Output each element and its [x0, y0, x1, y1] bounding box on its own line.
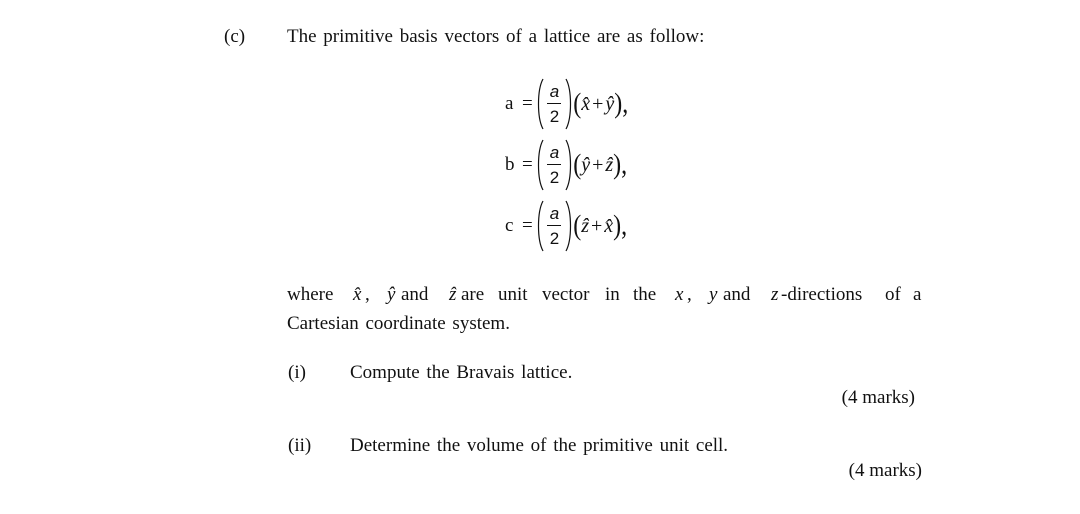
comma: , [687, 284, 692, 305]
fraction [547, 144, 562, 186]
and-word: and [401, 284, 429, 305]
open-paren: ( [573, 209, 582, 241]
fraction-group [536, 78, 573, 130]
unit-vector-1: ŷ [581, 153, 591, 176]
close-paren-comma: ), [613, 209, 628, 241]
unit-vector-1: ẑ [581, 214, 589, 237]
and-word: and [723, 284, 751, 305]
left-paren-icon [536, 200, 544, 252]
unit-vector-2: ŷ [605, 92, 615, 115]
subpart-text: Compute the Bravais lattice. [350, 362, 573, 383]
plus-sign: + [590, 214, 603, 237]
where-word: where [287, 284, 334, 305]
open-paren: ( [573, 87, 582, 119]
unit-word: unit [498, 284, 528, 305]
equation-lhs: b [505, 154, 515, 175]
equals-sign: = [522, 215, 533, 236]
close-paren-comma: ), [614, 87, 629, 119]
subpart-text: Determine the volume of the primitive unit cell. [350, 435, 729, 456]
vector-sum [573, 209, 628, 241]
comma: , [365, 284, 370, 305]
fraction-group [536, 200, 573, 252]
subpart-label: (ii) [288, 435, 312, 456]
equation-lhs: c [505, 215, 514, 236]
unit-vector-2: x̂ [604, 214, 614, 237]
fraction-numerator: a [549, 204, 560, 223]
right-paren-icon [565, 78, 573, 130]
fraction-denominator: 2 [549, 229, 560, 248]
z-hat: ẑ [449, 284, 457, 305]
vector-word: vector [542, 284, 590, 305]
z-symbol: z [771, 284, 779, 305]
plus-sign: + [592, 92, 604, 115]
fraction-denominator: 2 [549, 107, 560, 126]
fraction-numerator: a [549, 82, 560, 101]
x-symbol: x [675, 284, 684, 305]
a-word: a [913, 284, 922, 305]
left-paren-icon [536, 78, 544, 130]
open-paren: ( [573, 148, 582, 180]
of-word: of [885, 284, 901, 305]
equation-a [505, 76, 628, 132]
unit-vector-1: x̂ [581, 92, 591, 115]
are-word: are [461, 284, 485, 305]
directions-word: -directions [781, 284, 863, 305]
right-paren-icon [565, 139, 573, 191]
equation-lhs: a [505, 93, 514, 114]
in-word: in [605, 284, 620, 305]
equation-b [505, 137, 627, 193]
y-hat: ŷ [387, 284, 396, 305]
fraction [547, 83, 562, 125]
left-paren-icon [536, 139, 544, 191]
vector-sum [573, 87, 629, 119]
unit-vector-2: ẑ [605, 153, 614, 176]
marks-label: (4 marks) [848, 460, 922, 481]
marks-label: (4 marks) [841, 387, 915, 408]
subpart-label: (i) [288, 362, 306, 383]
the-word: the [633, 284, 657, 305]
equals-sign: = [522, 154, 533, 175]
vector-sum [573, 148, 628, 180]
equation-c [505, 198, 627, 254]
y-symbol: y [709, 284, 718, 305]
plus-sign: + [592, 153, 604, 176]
close-paren-comma: ), [613, 148, 628, 180]
fraction [547, 205, 562, 247]
part-label: (c) [224, 26, 246, 47]
fraction-denominator: 2 [549, 168, 560, 187]
fraction-group [536, 139, 573, 191]
equals-sign: = [522, 93, 533, 114]
fraction-numerator: a [549, 143, 560, 162]
right-paren-icon [565, 200, 573, 252]
question-intro: The primitive basis vectors of a lattice are as follow: [287, 26, 705, 47]
x-hat: x̂ [353, 284, 362, 305]
cartesian-line: Cartesian coordinate system. [287, 313, 510, 334]
